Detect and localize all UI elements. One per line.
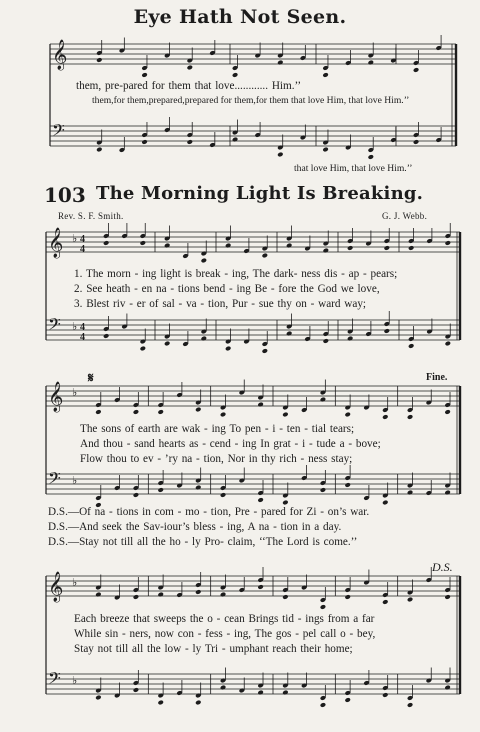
note bbox=[220, 685, 226, 691]
note bbox=[225, 346, 231, 352]
note bbox=[257, 690, 263, 696]
note bbox=[282, 500, 288, 506]
key-signature: ♭ bbox=[72, 232, 78, 245]
key-signature: ♭ bbox=[72, 474, 78, 487]
note bbox=[368, 154, 374, 160]
note bbox=[141, 139, 147, 145]
time-signature: 4 bbox=[80, 322, 85, 333]
note bbox=[141, 72, 147, 78]
time-signature: 4 bbox=[80, 244, 85, 255]
note bbox=[382, 692, 388, 698]
note bbox=[444, 490, 450, 496]
note bbox=[320, 702, 326, 708]
note bbox=[345, 697, 351, 703]
note bbox=[444, 409, 450, 415]
note bbox=[382, 599, 388, 605]
note bbox=[158, 409, 164, 415]
note bbox=[262, 348, 268, 354]
note bbox=[158, 592, 164, 598]
music-credit: G. J. Webb. bbox=[382, 211, 428, 221]
note bbox=[345, 412, 351, 418]
note bbox=[322, 72, 328, 78]
note bbox=[445, 240, 451, 246]
lyric-line: that love Him, that love Him.’’ bbox=[294, 163, 413, 174]
ds-verse-line: D.S.—Stay not till all the ho - ly Pro- claim, ‘‘The Lord is come.’’ bbox=[48, 536, 358, 548]
note bbox=[96, 147, 102, 153]
note bbox=[320, 604, 326, 610]
note bbox=[277, 152, 283, 158]
note bbox=[201, 336, 207, 342]
note bbox=[225, 243, 231, 249]
note bbox=[103, 240, 109, 246]
verse-line: Each breeze that sweeps the o - cean Brings tid - ings from a far bbox=[74, 613, 375, 625]
note bbox=[323, 248, 329, 254]
verse-line: Flow thou to ev - ’ry na - tion, Nor in thy rich - ness stay; bbox=[80, 453, 353, 465]
piece-title: Eye Hath Not Seen. bbox=[133, 6, 347, 28]
note bbox=[407, 702, 413, 708]
note bbox=[345, 482, 351, 488]
note bbox=[444, 685, 450, 691]
note bbox=[408, 245, 414, 251]
segno-sign: 𝄋 bbox=[88, 370, 94, 385]
note bbox=[195, 485, 201, 491]
note bbox=[413, 67, 419, 73]
treble-clef: 𝄞 bbox=[48, 228, 64, 258]
note bbox=[103, 333, 109, 339]
note bbox=[282, 594, 288, 600]
note bbox=[195, 700, 201, 706]
ds-verse-line: D.S.—And seek the Sav-iour’s bless - ing, A na - tion in a day. bbox=[48, 521, 342, 533]
note bbox=[133, 409, 139, 415]
note bbox=[384, 328, 390, 334]
key-signature: ♭ bbox=[72, 674, 78, 687]
note bbox=[444, 594, 450, 600]
fine-mark: Fine. bbox=[426, 372, 448, 383]
note bbox=[164, 341, 170, 347]
note bbox=[320, 397, 326, 403]
note bbox=[187, 139, 193, 145]
note bbox=[220, 412, 226, 418]
note bbox=[95, 592, 101, 598]
verse-line: 3. Blest riv - er of sal - va - tion, Pur - sue thy on - ward way; bbox=[74, 298, 367, 310]
note bbox=[407, 597, 413, 603]
note bbox=[96, 57, 102, 63]
note bbox=[220, 492, 226, 498]
verse-line: 1. The morn - ing light is break - ing, The dark- ness dis - ap - pears; bbox=[74, 268, 398, 280]
note bbox=[382, 500, 388, 506]
note bbox=[408, 343, 414, 349]
note bbox=[195, 407, 201, 413]
note bbox=[262, 253, 268, 259]
note bbox=[140, 240, 146, 246]
verse-line: The sons of earth are wak - ing To pen - i - ten - tial tears; bbox=[80, 423, 355, 435]
verse-line: While sin - ners, now con - fess - ing, The gos - pel call o - bey, bbox=[74, 628, 376, 640]
note bbox=[347, 336, 353, 342]
note bbox=[320, 487, 326, 493]
note bbox=[232, 137, 238, 143]
note bbox=[282, 690, 288, 696]
note bbox=[286, 243, 292, 249]
note bbox=[384, 245, 390, 251]
note bbox=[322, 147, 328, 153]
note bbox=[164, 243, 170, 249]
note bbox=[95, 695, 101, 701]
note bbox=[95, 409, 101, 415]
ds-mark: D.S. bbox=[432, 560, 453, 574]
bass-clef: 𝄢 bbox=[48, 468, 61, 492]
verse-line: And thou - sand hearts as - cend - ing In grat - i - tude a - bove; bbox=[80, 438, 381, 450]
note bbox=[368, 60, 374, 66]
note bbox=[133, 594, 139, 600]
treble-clef: 𝄞 bbox=[52, 40, 68, 70]
key-signature: ♭ bbox=[72, 386, 78, 399]
time-signature: 4 bbox=[80, 234, 85, 245]
note bbox=[413, 139, 419, 145]
bass-clef: 𝄢 bbox=[52, 120, 65, 144]
note bbox=[277, 60, 283, 66]
note bbox=[286, 331, 292, 337]
note bbox=[232, 72, 238, 78]
verse-line: 2. See heath - en na - tions bend - ing Be - fore the God we love, bbox=[74, 283, 380, 295]
time-signature: 4 bbox=[80, 332, 85, 343]
hymn-number: 103 bbox=[44, 183, 86, 207]
note bbox=[345, 594, 351, 600]
note bbox=[257, 402, 263, 408]
key-signature: ♭ bbox=[72, 576, 78, 589]
bass-clef: 𝄢 bbox=[48, 314, 61, 338]
note bbox=[257, 497, 263, 503]
hymn-title: The Morning Light Is Breaking. bbox=[96, 183, 424, 204]
note bbox=[133, 687, 139, 693]
note bbox=[257, 584, 263, 590]
lyric-line: them, pre-pared for them that love............ Him.’’ bbox=[76, 80, 302, 92]
note bbox=[382, 414, 388, 420]
note bbox=[347, 245, 353, 251]
note bbox=[158, 700, 164, 706]
note bbox=[158, 487, 164, 493]
note bbox=[195, 589, 201, 595]
key-signature: ♭ bbox=[72, 320, 78, 333]
note bbox=[201, 258, 207, 264]
note bbox=[187, 65, 193, 71]
bass-clef: 𝄢 bbox=[48, 668, 61, 692]
note bbox=[407, 490, 413, 496]
note bbox=[282, 412, 288, 418]
note bbox=[407, 414, 413, 420]
ds-verse-line: D.S.—Of na - tions in com - mo - tion, Pre - pared for Zi - on’s war. bbox=[48, 506, 370, 518]
lyric-line: them,for them,prepared,prepared for them,for them that love Him, that love Him.’’ bbox=[92, 95, 410, 106]
note bbox=[133, 492, 139, 498]
verse-line: Stay not till all the low - ly Tri - umphant reach their home; bbox=[74, 643, 353, 655]
note bbox=[445, 341, 451, 347]
note bbox=[323, 338, 329, 344]
note bbox=[140, 346, 146, 352]
words-credit: Rev. S. F. Smith. bbox=[58, 211, 124, 221]
note bbox=[220, 592, 226, 598]
treble-clef: 𝄞 bbox=[48, 382, 64, 412]
treble-clef: 𝄞 bbox=[48, 572, 64, 602]
